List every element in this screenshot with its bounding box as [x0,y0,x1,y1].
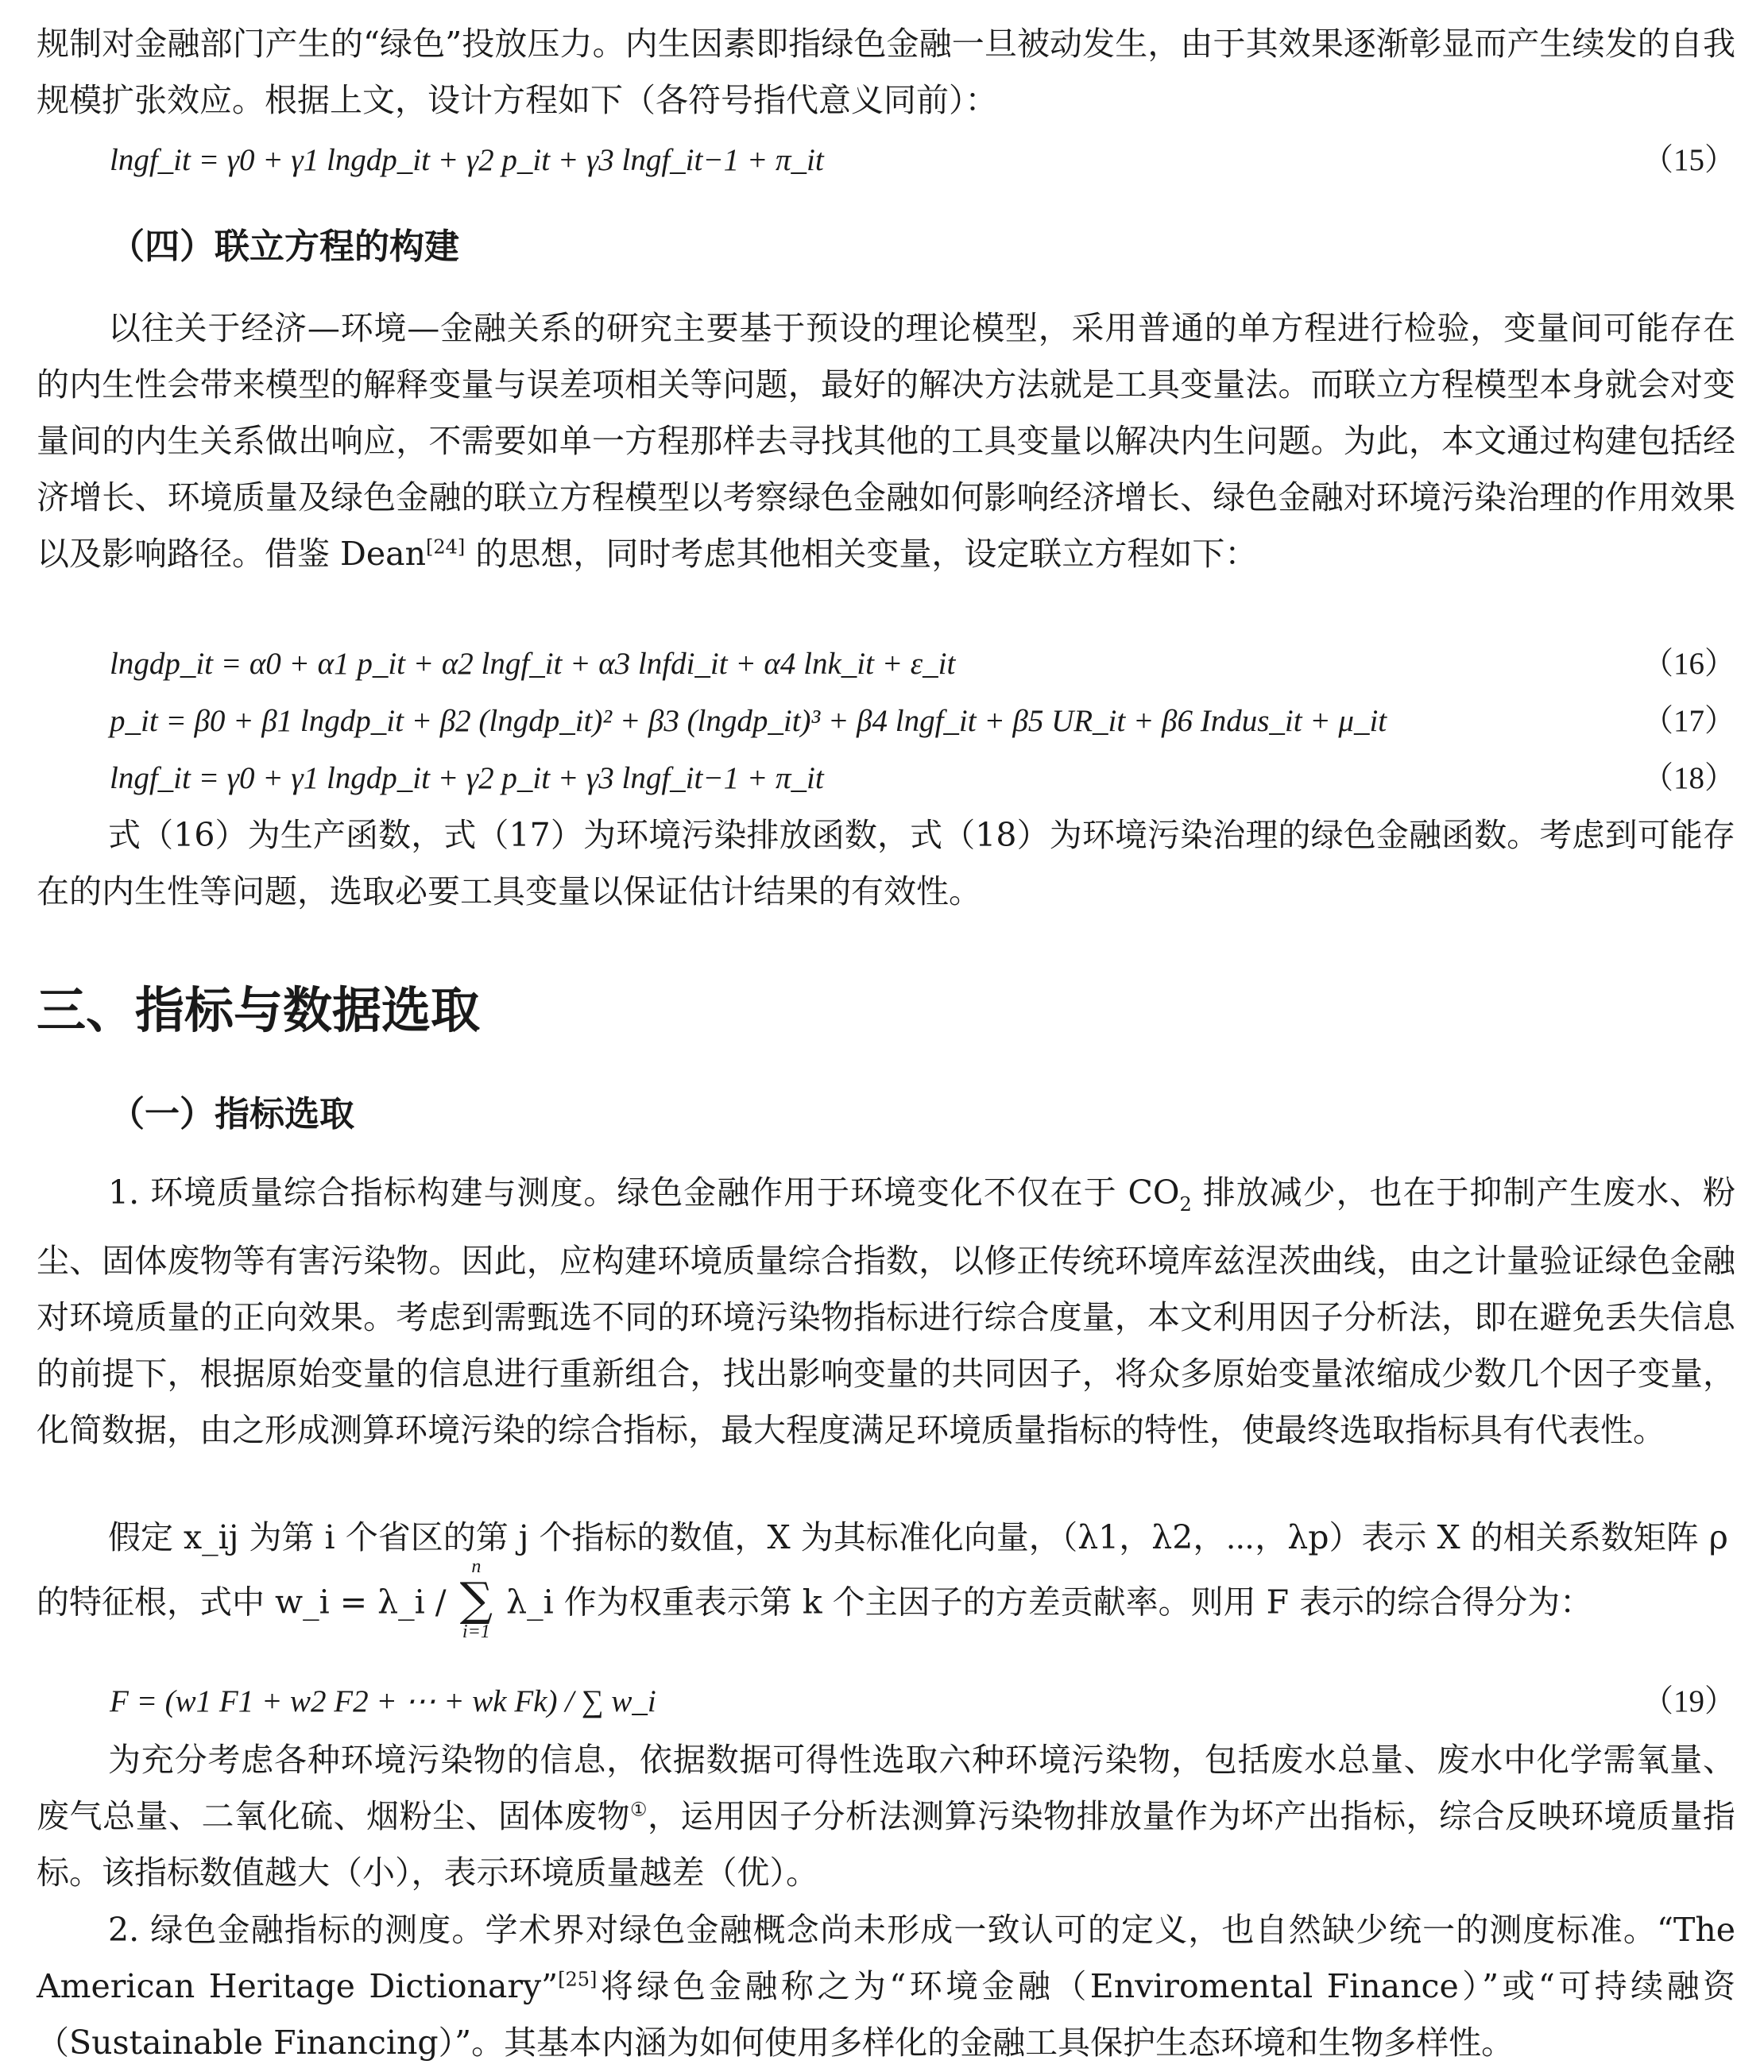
summation [460,1557,493,1641]
subsection-heading-indicators: （一）指标选取 [110,1094,354,1135]
equation-number: （16） [1642,647,1735,681]
sum-upper-limit: n [471,1556,482,1577]
paragraph-text: 1. 环境质量综合指标构建与测度。绿色金融作用于环境变化不仅在于 CO [108,1173,1180,1212]
equation-text: p_it = β0 + β1 lngdp_it + β2 (lngdp_it)² + β3 (lngdp_it)³ + β4 lngf_it + β5 UR_it + β6 Indus_it + μ_it [110,704,1387,738]
paragraph-text: 式（16）为生产函数，式（17）为环境污染排放函数，式（18）为环境污染治理的绿色金融函数。考虑到可能存在的内生性等问题，选取必要工具变量以保证估计结果的有效性。 [37,816,1735,910]
equation-number: （17） [1642,704,1735,738]
footnote-marker: ① [630,1798,648,1821]
paragraph-text: 2. 绿色金融指标的测度。学术界对绿色金融概念尚未形成一致认可的定义，也自然缺少统一的测度标准。“The American Heritage Dictionary” [37,1911,1735,2005]
equation-text: lngf_it = γ0 + γ1 lngdp_it + γ2 p_it + γ3 lngf_it−1 + π_it [110,761,824,795]
section-heading-4: （四）联立方程的构建 [110,226,459,267]
paragraph-text-tail: 将绿色金融称之为“环境金融（Enviromental Finance）”或“可持续融资（Sustainable Financing）”。其基本内涵为如何使用多样化的金融工具保护生态环境和生物多样性。 [37,1967,1735,2062]
section-heading-3: 三、指标与数据选取 [37,981,481,1039]
paragraph-intro [37,16,1735,129]
weight-text-post: λ_i 作为权重表示第 k 个主因子的方差贡献率。则用 F 表示的综合得分为： [506,1583,1593,1622]
paragraph-text-tail: 排放减少，也在于抑制产生废水、粉尘、固体废物等有害污染物。因此，应构建环境质量综合指数，以修正传统环境库兹涅茨曲线，由之计量验证绿色金融对环境质量的正向效果。考虑到需甄选不同的环境污染物指标进行综合度量，本文利用因子分析法，即在避免丢失信息的前提下，根据原始变量的信息进行重新组合，找出影响变量的共同因子，将众多原始变量浓缩成少数几个因子变量，化简数据，由之形成测算环境污染的综合指标，最大程度满足环境质量指标的特性，使最终选取指标具有代表性。 [37,1173,1735,1450]
equation-18 [110,750,1735,806]
citation-ref: [25] [558,1968,598,1991]
equation-text: F = (w1 F1 + w2 F2 + ⋯ + wk Fk) / ∑ w_i [110,1684,656,1718]
equation-number: （18） [1642,761,1735,795]
equation-16 [110,636,1735,692]
paragraph-equation-notes [37,807,1735,920]
equation-text: lngf_it = γ0 + γ1 lngdp_it + γ2 p_it + γ3 lngf_it−1 + π_it [110,143,824,177]
paragraph-text: 以往关于经济—环境—金融关系的研究主要基于预设的理论模型，采用普通的单方程进行检验，变量间可能存在的内生性会带来模型的解释变量与误差项相关等问题，最好的解决方法就是工具变量法。而联立方程模型本身就会对变量间的内生关系做出响应，不需要如单一方程那样去寻找其他的工具变量以解决内生问题。为此，本文通过构建包括经济增长、环境质量及绿色金融的联立方程模型以考察绿色金融如何影响经济增长、绿色金融对环境污染治理的作用效果以及影响路径。借鉴 Dean [37,309,1735,573]
equation-17 [110,693,1735,749]
equation-text: lngdp_it = α0 + α1 p_it + α2 lngf_it + α3 lnfdi_it + α4 lnk_it + ε_it [110,647,956,681]
weight-definition-line [37,1557,1735,1676]
equation-19 [110,1673,1735,1730]
paragraph-text: 假定 x_ij 为第 i 个省区的第 j 个指标的数值，X 为其标准化向量，（λ1，λ2，⋯，λp）表示 X 的相关系数矩阵 ρ [108,1518,1728,1556]
citation-ref: [24] [426,535,466,559]
paragraph-green-finance [37,1902,1735,2071]
paragraph-text: 规制对金融部门产生的“绿色”投放压力。内生因素即指绿色金融一旦被动发生，由于其效果逐渐彰显而产生续发的自我规模扩张效应。根据上文，设计方程如下（各符号指代意义同前）： [37,25,1735,119]
paragraph-environment-index [37,1165,1735,1459]
paragraph-simultaneous [37,300,1735,582]
weight-text-pre: 的特征根，式中 w_i = λ_i / [37,1583,447,1622]
paragraph-text: 为充分考虑各种环境污染物的信息，依据数据可得性选取六种环境污染物，包括废水总量、废水中化学需氧量、废气总量、二氧化硫、烟粉尘、固体废物 [37,1741,1735,1835]
paragraph-text-tail: ，运用因子分析法测算污染物排放量作为坏产出指标，综合反映环境质量指标。该指标数值越大（小），表示环境质量越差（优）。 [37,1797,1736,1892]
sigma-symbol: ∑ [459,1572,493,1626]
paragraph-pollutants [37,1732,1735,1901]
equation-number: （19） [1642,1684,1735,1718]
equation-number: （15） [1642,143,1735,177]
paragraph-text-tail: 的思想，同时考虑其他相关变量，设定联立方程如下： [465,535,1258,573]
sum-lower-limit: i=1 [462,1622,490,1642]
subscript: 2 [1179,1193,1192,1216]
equation-15 [110,132,1735,188]
